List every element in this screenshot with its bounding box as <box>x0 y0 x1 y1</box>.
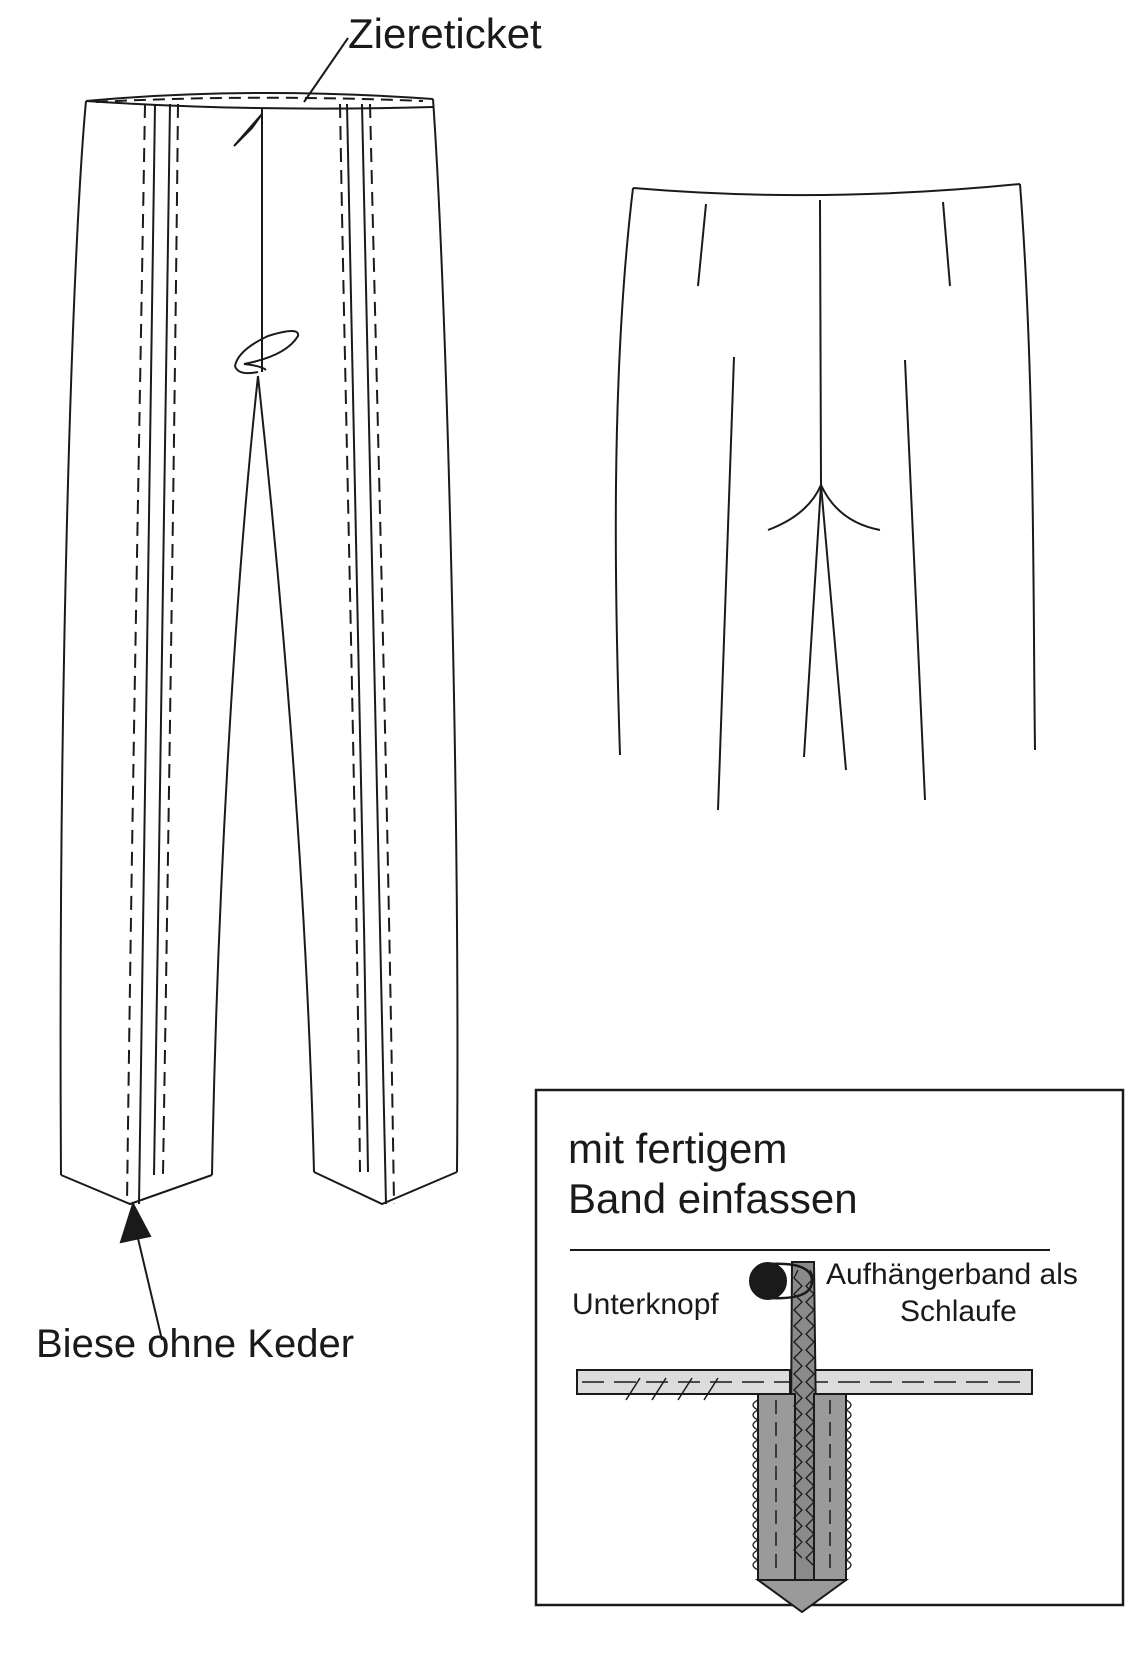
front-left-pintuck-solid-b <box>154 104 170 1175</box>
back-outer-right-seam <box>1020 184 1035 750</box>
biese-arrow-head <box>121 1204 150 1242</box>
back-inner-right-seam <box>821 485 846 770</box>
tuck-note-caption: Biese ohne Keder <box>36 1322 355 1366</box>
seam-allowance-point <box>758 1580 846 1612</box>
front-outer-left-seam <box>61 101 86 1175</box>
under-button-caption: Unterknopf <box>572 1288 719 1321</box>
hanger-tape-caption-line1: Aufhängerband als <box>826 1258 1078 1291</box>
back-right-crease <box>905 360 925 800</box>
front-left-pintuck-dash-b <box>163 104 178 1175</box>
back-seat-curve-left <box>768 485 821 530</box>
back-inner-left-seam <box>804 485 821 757</box>
front-outer-right-seam <box>433 99 457 1172</box>
seam-allowance-right <box>814 1394 846 1580</box>
decorative-label-caption: Ziereticket <box>348 10 542 57</box>
back-left-crease <box>718 357 734 810</box>
seam-allowance-left <box>758 1394 795 1580</box>
front-inner-left-seam <box>212 376 258 1175</box>
fly-curl <box>235 331 298 373</box>
back-seat-curve-right <box>821 485 880 530</box>
front-view-trousers <box>61 38 458 1340</box>
hanger-tape-caption-line2: Schlaufe <box>900 1295 1017 1328</box>
back-waistline <box>633 184 1020 195</box>
ziereti-marker <box>234 114 262 146</box>
ziereti-leader <box>304 38 348 102</box>
inset-title-line1: mit fertigem <box>568 1125 788 1172</box>
front-waistband-lower <box>86 101 433 109</box>
waistband-stitching <box>96 98 423 102</box>
back-right-dart <box>943 202 950 286</box>
back-outer-left-seam <box>616 188 633 755</box>
under-button <box>750 1263 786 1299</box>
front-inner-right-seam <box>258 376 314 1172</box>
inset-title-line2: Band einfassen <box>568 1175 858 1222</box>
back-centre-seam <box>820 200 821 485</box>
front-left-hem <box>61 1175 212 1204</box>
back-left-dart <box>698 204 706 286</box>
back-view-trousers <box>616 184 1035 810</box>
